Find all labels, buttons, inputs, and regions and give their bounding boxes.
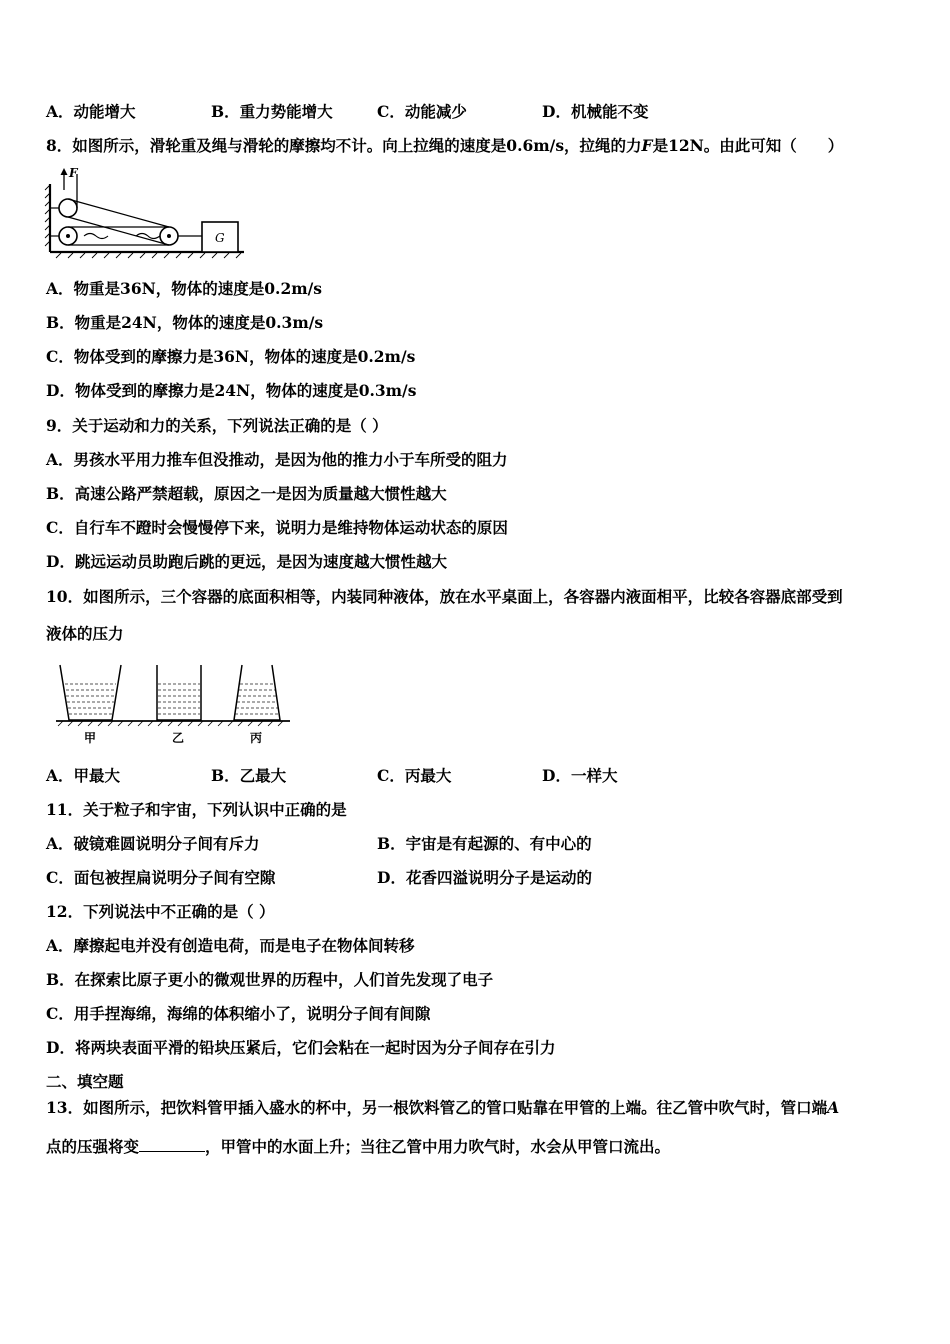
- q12-option-c: C．用手捏海绵，海绵的体积缩小了，说明分子间有间隙: [46, 1004, 431, 1023]
- q13-line2: 点的压强将变 ，甲管中的水面上升；当往乙管中用力吹气时，水会从甲管口流出。: [46, 1137, 671, 1156]
- q9-stem: 9．关于运动和力的关系，下列说法正确的是（ ）: [46, 416, 388, 435]
- fixed-pulley-top: [59, 199, 77, 217]
- q8-pulley-figure: [44, 166, 248, 260]
- q12-option-a: A．摩擦起电并没有创造电荷，而是电子在物体间转移: [46, 936, 415, 955]
- q11-option-c: C．面包被捏扁说明分子间有空隙: [46, 868, 276, 887]
- q7-option-c: C．动能减少: [377, 102, 467, 121]
- container-yi: [157, 665, 201, 720]
- q9-option-c: C．自行车不蹬时会慢慢停下来，说明力是维持物体运动状态的原因: [46, 518, 508, 537]
- q8-stem: 8．如图所示，滑轮重及绳与滑轮的摩擦均不计。向上拉绳的速度是0.6m/s，拉绳的力F是12N。由此可知（ ）: [46, 136, 844, 155]
- q7-option-a: A．动能增大: [46, 102, 136, 121]
- label-yi: 乙: [172, 731, 185, 745]
- ground-hatch: [56, 253, 241, 258]
- q10-option-a: A．甲最大: [46, 766, 121, 785]
- q8-option-a: A．物重是36N，物体的速度是0.2m/s: [46, 279, 323, 298]
- q11-stem: 11．关于粒子和宇宙，下列认识中正确的是: [46, 800, 347, 819]
- q13-line1: 13．如图所示，把饮料管甲插入盛水的杯中，另一根饮料管乙的管口贴靠在甲管的上端。往乙管中吹气时，管口端A: [46, 1098, 840, 1117]
- q12-option-b: B．在探索比原子更小的微观世界的历程中，人们首先发现了电子: [46, 970, 494, 989]
- block-g-label: G: [215, 231, 225, 245]
- section-title-fill-blank: 二、填空题: [46, 1072, 124, 1091]
- q12-stem: 12．下列说法中不正确的是（ ）: [46, 902, 275, 921]
- label-jia: 甲: [84, 731, 97, 745]
- q7-option-b: B．重力势能增大: [211, 102, 333, 121]
- label-bing: 丙: [250, 731, 263, 745]
- q10-containers-figure: [54, 660, 294, 750]
- q11-option-b: B．宇宙是有起源的、有中心的: [377, 834, 592, 853]
- container-bing: [234, 665, 280, 720]
- force-label: F: [69, 166, 78, 180]
- q11-option-d: D．花香四溢说明分子是运动的: [377, 868, 592, 887]
- q8-option-d: D．物体受到的摩擦力是24N，物体的速度是0.3m/s: [46, 381, 417, 400]
- q7-option-d: D．机械能不变: [542, 102, 649, 121]
- q10-option-b: B．乙最大: [211, 766, 287, 785]
- q9-option-a: A．男孩水平用力推车但没推动，是因为他的推力小于车所受的阻力: [46, 450, 508, 469]
- q10-option-d: D．一样大: [542, 766, 618, 785]
- q13-answer-blank[interactable]: [139, 1135, 205, 1152]
- q9-option-b: B．高速公路严禁超载，原因之一是因为质量越大惯性越大: [46, 484, 447, 503]
- q8-option-c: C．物体受到的摩擦力是36N，物体的速度是0.2m/s: [46, 347, 416, 366]
- q9-option-d: D．跳远运动员助跑后跳的更远，是因为速度越大惯性越大: [46, 552, 447, 571]
- q8-option-b: B．物重是24N，物体的速度是0.3m/s: [46, 313, 324, 332]
- q12-option-d: D．将两块表面平滑的铅块压紧后，它们会粘在一起时因为分子间存在引力: [46, 1038, 556, 1057]
- q10-stem-line2: 液体的压力: [46, 624, 124, 643]
- q10-stem-line1: 10．如图所示，三个容器的底面积相等，内装同种液体，放在水平桌面上，各容器内液面相平，比较各容器底部受到: [46, 587, 843, 606]
- q11-option-a: A．破镜难圆说明分子间有斥力: [46, 834, 260, 853]
- q10-option-c: C．丙最大: [377, 766, 452, 785]
- force-arrowhead: [61, 168, 68, 175]
